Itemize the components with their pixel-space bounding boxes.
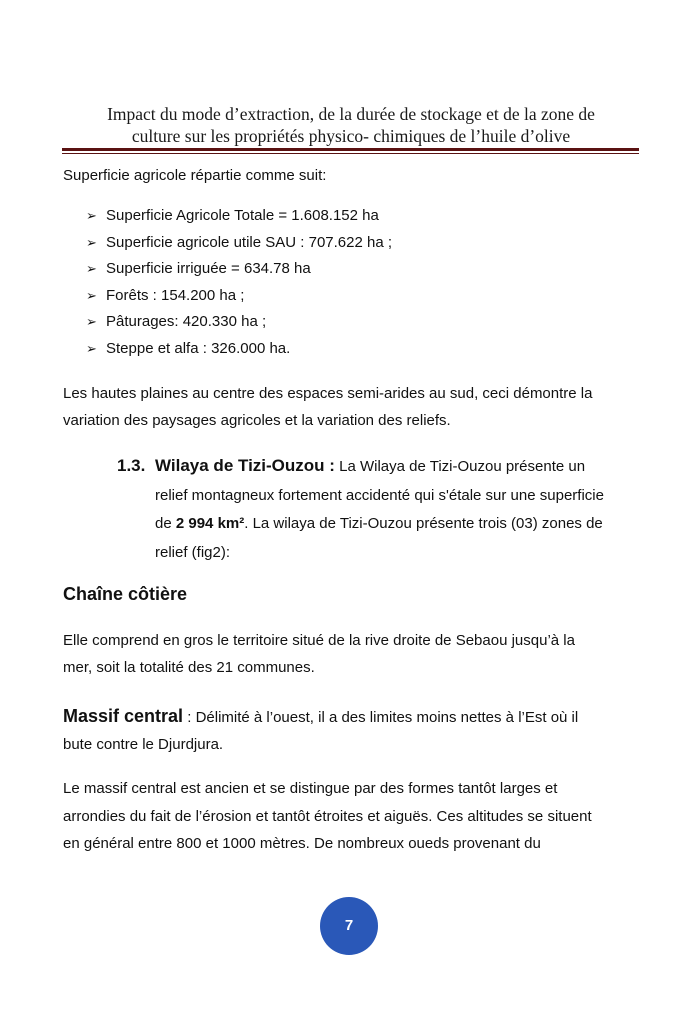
- arrow-bullet-icon: ➢: [86, 287, 97, 303]
- chaine-paragraph: Elle comprend en gros le territoire situé de la rive droite de Sebaou jusqu’à la mer, soit la totalité des 21 communes.: [63, 632, 575, 676]
- land-area-list: [86, 203, 392, 363]
- arrow-bullet-icon: ➢: [86, 234, 97, 250]
- arrow-bullet-icon: ➢: [86, 261, 97, 277]
- list-item: ➢ Pâturages: 420.330 ha ;: [86, 309, 392, 336]
- section-number: 1.3.: [117, 456, 146, 475]
- list-item: ➢ Superficie agricole utile SAU : 707.622 ha ;: [86, 230, 392, 257]
- high-plains-paragraph: Les hautes plaines au centre des espaces semi-arides au sud, ceci démontre la variation des paysages agricoles et la variation des reliefs.: [63, 385, 593, 429]
- area-value: 2 994 km²: [175, 515, 245, 532]
- arrow-bullet-icon: ➢: [86, 314, 97, 330]
- running-header: [62, 103, 640, 147]
- arrow-bullet-icon: ➢: [86, 340, 97, 356]
- header-rule-thick: [62, 148, 639, 151]
- list-item: ➢ Superficie Agricole Totale = 1.608.152 ha: [86, 203, 392, 230]
- list-item: ➢ Forêts : 154.200 ha ;: [86, 283, 392, 310]
- intro-text: Superficie agricole répartie comme suit:: [63, 167, 327, 184]
- header-line-1: Impact du mode d’extraction, de la durée de stockage et de la zone de: [107, 104, 595, 124]
- page-number: 7: [320, 897, 378, 955]
- heading-chaine-cotiere: Chaîne côtière: [63, 584, 188, 604]
- list-item: ➢ Steppe et alfa : 326.000 ha.: [86, 336, 392, 363]
- header-line-2: culture sur les propriétés physico- chimiques de l’huile d’olive: [131, 126, 571, 146]
- arrow-bullet-icon: ➢: [86, 208, 97, 223]
- massif-central-paragraph: Massif central : Délimité à l’ouest, il a des limites moins nettes à l’Est où il bute contre le Djurdjura.: [63, 706, 579, 753]
- header-rule-thin: [62, 153, 639, 154]
- section-title: Wilaya de Tizi-Ouzou :: [155, 456, 335, 475]
- massif-description-paragraph: Le massif central est ancien et se distingue par des formes tantôt larges et arrondies du fait de l’érosion et tantôt étroites et aiguës. Ces altitudes se situent en général entre 800 et 1000 mètres. De nombreux oueds provenant du: [63, 780, 592, 852]
- section-1-3: 1.3. Wilaya de Tizi-Ouzou : La Wilaya de Tizi-Ouzou présente un relief montagneux fortement accidenté qui s'étale sur une superficie de 2 994 km². La wilaya de Tizi-Ouzou présente trois (03) zones de relief (fig2):: [117, 452, 642, 567]
- list-item: ➢ Superficie irriguée = 634.78 ha: [86, 256, 392, 283]
- heading-massif-central: Massif central: [63, 706, 184, 726]
